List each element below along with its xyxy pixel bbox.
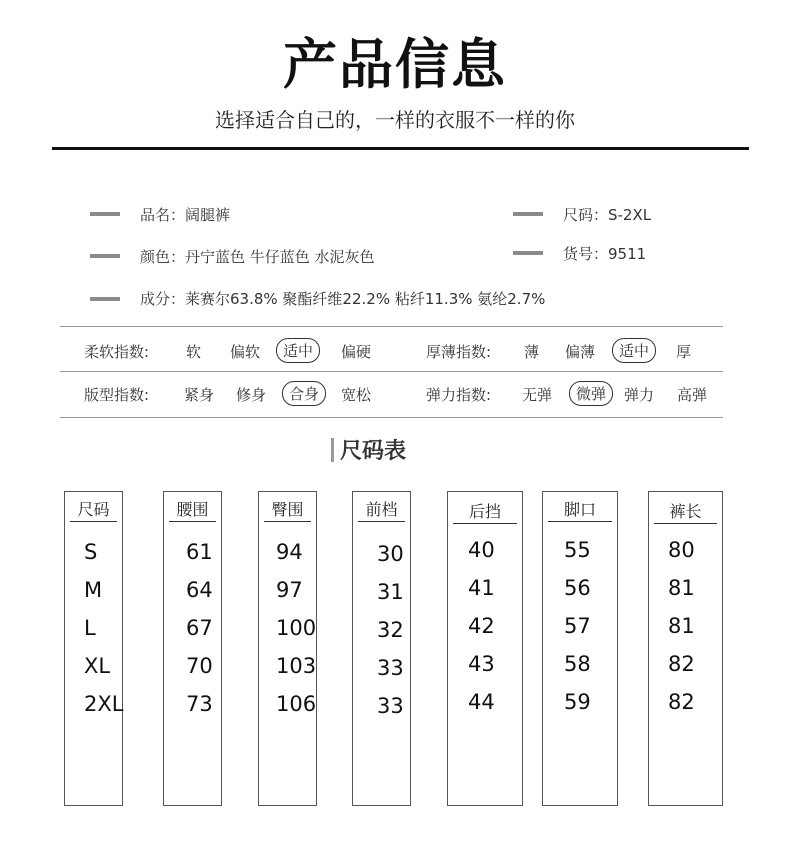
cell: 61	[186, 540, 213, 564]
cell: 42	[468, 614, 495, 638]
thickness-label: 厚薄指数:	[426, 343, 492, 361]
info-size: 尺码：S-2XL	[563, 206, 652, 224]
bullet-dash-icon	[90, 212, 120, 216]
cell: 57	[564, 614, 591, 638]
thickness-option: 偏薄	[565, 343, 596, 361]
leg-opening-column	[542, 491, 618, 806]
elasticity-option: 无弹	[522, 386, 553, 404]
column-underline	[453, 523, 517, 524]
front-rise-column	[352, 491, 411, 806]
section-title-bar	[331, 438, 334, 462]
column-underline	[358, 521, 405, 522]
cell: M	[84, 578, 103, 602]
hip-column	[258, 491, 317, 806]
elasticity-option-selected: 微弹	[569, 381, 613, 406]
thickness-option-selected: 适中	[612, 338, 656, 363]
cell: 82	[668, 652, 695, 676]
cell: 2XL	[84, 692, 124, 716]
page-subtitle: 选择适合自己的，一样的衣服不一样的你	[215, 108, 575, 132]
softness-option: 软	[186, 343, 202, 361]
index-divider-middle	[60, 371, 723, 372]
cell: 41	[468, 576, 495, 600]
elasticity-option: 弹力	[624, 386, 655, 404]
cell: 73	[186, 692, 213, 716]
column-underline	[654, 523, 717, 524]
page-title: 产品信息	[283, 33, 507, 96]
column-underline	[70, 521, 117, 522]
cell: 97	[276, 578, 303, 602]
back-rise-column	[447, 491, 523, 806]
column-underline	[548, 521, 612, 522]
column-header: 前档	[365, 500, 398, 519]
cell: 33	[377, 694, 404, 718]
bullet-dash-icon	[90, 254, 120, 258]
cell: 82	[668, 690, 695, 714]
cell: 40	[468, 538, 495, 562]
column-header: 裤长	[669, 502, 702, 521]
column-header: 后挡	[468, 502, 501, 521]
softness-option: 偏硬	[341, 343, 372, 361]
column-header: 尺码	[77, 500, 110, 519]
bullet-dash-icon	[513, 251, 543, 255]
cell: 100	[276, 616, 317, 640]
cell: 81	[668, 576, 695, 600]
cell: 94	[276, 540, 303, 564]
cell: 64	[186, 578, 213, 602]
thickness-option: 厚	[676, 343, 692, 361]
cell: 43	[468, 652, 495, 676]
index-divider-bottom	[60, 417, 723, 418]
info-color: 颜色：丹宁蓝色 牛仔蓝色 水泥灰色	[140, 248, 375, 266]
softness-option-selected: 适中	[276, 338, 320, 363]
cell: 59	[564, 690, 591, 714]
info-item-no: 货号：9511	[563, 245, 647, 263]
info-name: 品名：阔腿裤	[140, 206, 231, 224]
elasticity-option: 高弹	[677, 386, 708, 404]
cell: XL	[84, 654, 111, 678]
cell: 67	[186, 616, 213, 640]
size-table-title: 尺码表	[340, 439, 407, 464]
column-header: 脚口	[563, 500, 596, 519]
length-column	[648, 491, 723, 806]
bullet-dash-icon	[513, 212, 543, 216]
cell: 56	[564, 576, 591, 600]
cell: 33	[377, 656, 404, 680]
cell: 103	[276, 654, 317, 678]
fit-option: 修身	[236, 386, 267, 404]
column-header: 腰围	[176, 500, 209, 519]
cell: 44	[468, 690, 495, 714]
cell: 58	[564, 652, 591, 676]
index-divider-top	[60, 326, 723, 327]
cell: S	[84, 540, 98, 564]
elasticity-label: 弹力指数:	[426, 386, 492, 404]
cell: 30	[377, 542, 404, 566]
softness-label: 柔软指数:	[84, 343, 150, 361]
cell: 80	[668, 538, 695, 562]
info-material: 成分：莱赛尔63.8% 聚酯纤维22.2% 粘纤11.3% 氨纶2.7%	[140, 290, 546, 308]
cell: 55	[564, 538, 591, 562]
fit-option-selected: 合身	[282, 381, 326, 406]
cell: 81	[668, 614, 695, 638]
waist-column	[163, 491, 222, 806]
fit-option: 紧身	[184, 386, 215, 404]
column-underline	[264, 521, 311, 522]
column-underline	[169, 521, 216, 522]
size-column	[64, 491, 123, 806]
cell: 70	[186, 654, 213, 678]
cell: 106	[276, 692, 317, 716]
fit-label: 版型指数:	[84, 386, 150, 404]
column-header: 臀围	[271, 500, 304, 519]
cell: L	[84, 616, 96, 640]
cell: 31	[377, 580, 404, 604]
title-divider	[52, 147, 749, 150]
bullet-dash-icon	[90, 297, 120, 301]
fit-option: 宽松	[341, 386, 372, 404]
cell: 32	[377, 618, 404, 642]
thickness-option: 薄	[524, 343, 540, 361]
softness-option: 偏软	[230, 343, 261, 361]
